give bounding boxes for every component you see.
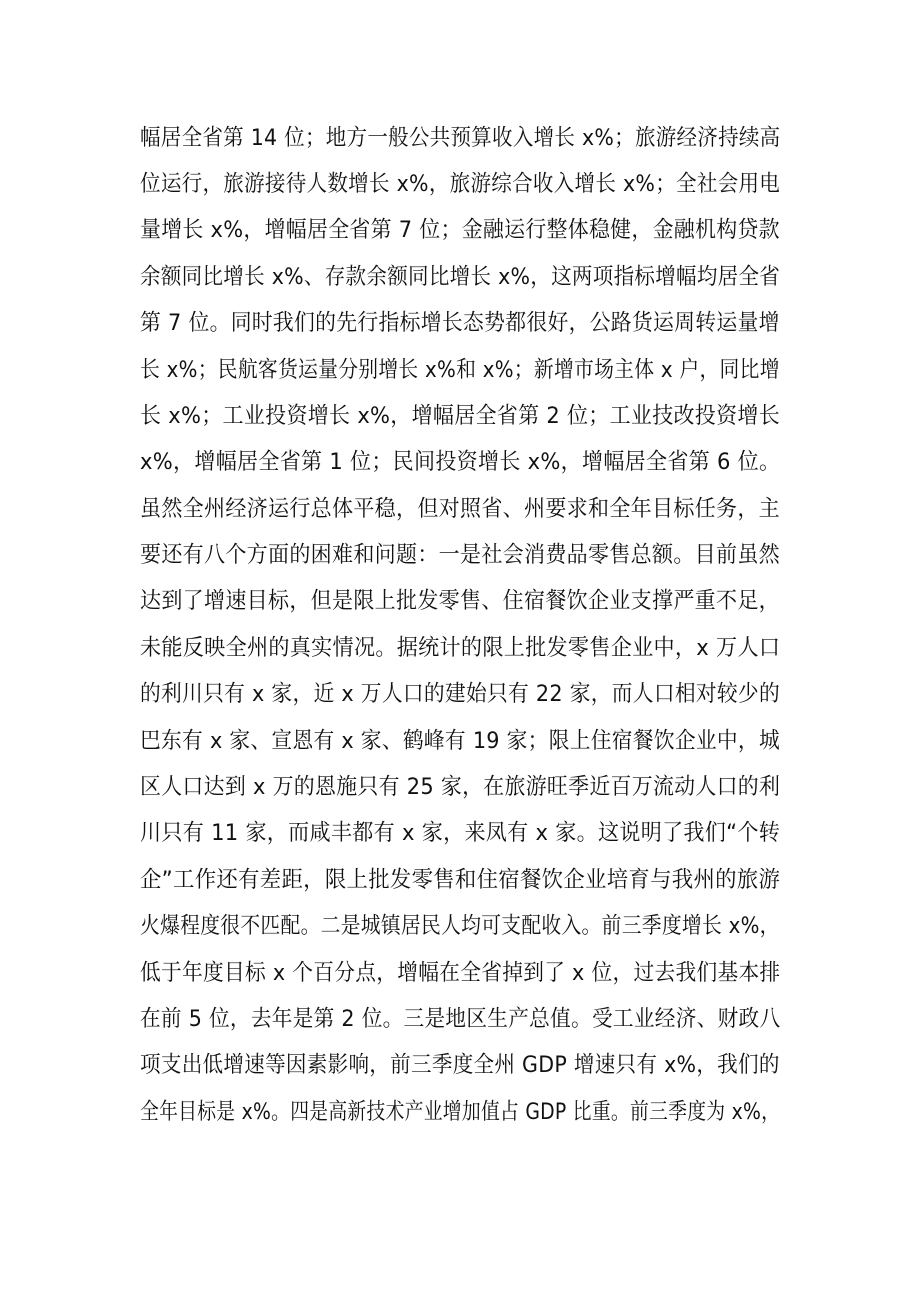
- text-line: 的利川只有 x 家，近 x 万人口的建始只有 22 家，而人口相对较少的: [140, 681, 780, 707]
- text-line: 低于年度目标 x 个百分点，增幅在全省掉到了 x 位，过去我们基本排: [140, 960, 781, 986]
- text-line: 火爆程度很不匹配。二是城镇居民人均可支配收入。前三季度增长 x%，: [140, 913, 780, 939]
- text-line: 虽然全州经济运行总体平稳，但对照省、州要求和全年目标任务，主: [140, 496, 781, 522]
- text-line: 长 x%；工业投资增长 x%，增幅居全省第 2 位；工业技改投资增长: [140, 403, 781, 429]
- text-line: 川只有 11 家，而咸丰都有 x 家，来凤有 x 家。这说明了我们“个转: [140, 820, 781, 846]
- text-line: 企”工作还有差距，限上批发零售和住宿餐饮企业培育与我州的旅游: [140, 867, 781, 893]
- text-line: 项支出低增速等因素影响，前三季度全州 GDP 增速只有 x%，我们的: [140, 1052, 780, 1078]
- text-line: 位运行，旅游接待人数增长 x%，旅游综合收入增长 x%；全社会用电: [140, 171, 781, 197]
- text-line: 幅居全省第 14 位；地方一般公共预算收入增长 x%；旅游经济持续高: [140, 125, 781, 151]
- text-line: x%，增幅居全省第 1 位；民间投资增长 x%，增幅居全省第 6 位。: [140, 449, 781, 475]
- text-line: 巴东有 x 家、宣恩有 x 家、鹤峰有 19 家；限上住宿餐饮企业中，城: [140, 728, 780, 754]
- text-line: 在前 5 位，去年是第 2 位。三是地区生产总值。受工业经济、财政八: [140, 1006, 781, 1032]
- text-line: 第 7 位。同时我们的先行指标增长态势都很好，公路货运周转运量增: [140, 310, 780, 336]
- text-line: 余额同比增长 x%、存款余额同比增长 x%，这两项指标增幅均居全省: [140, 264, 781, 290]
- text-line: 要还有八个方面的困难和问题：一是社会消费品零售总额。目前虽然: [140, 542, 781, 568]
- text-line: 长 x%；民航客货运量分别增长 x%和 x%；新增市场主体 x 户，同比增: [140, 357, 780, 383]
- text-line: 量增长 x%，增幅居全省第 7 位；金融运行整体稳健，金融机构贷款: [140, 217, 780, 243]
- text-line: 区人口达到 x 万的恩施只有 25 家，在旅游旺季近百万流动人口的利: [140, 774, 781, 800]
- text-line: 达到了增速目标，但是限上批发零售、住宿餐饮企业支撑严重不足，: [140, 588, 781, 614]
- text-line: 未能反映全州的真实情况。据统计的限上批发零售企业中，x 万人口: [140, 635, 781, 661]
- text-line: 全年目标是 x%。四是高新技术产业增加值占 GDP 比重。前三季度为 x%，: [140, 1099, 781, 1125]
